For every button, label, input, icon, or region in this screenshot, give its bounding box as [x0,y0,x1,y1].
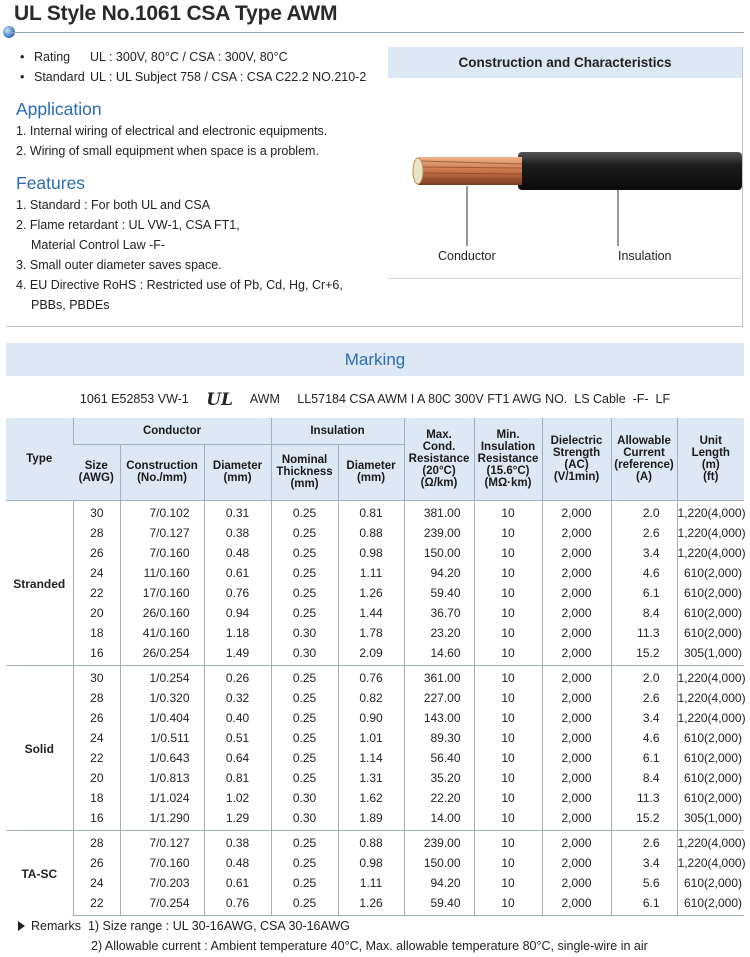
table-cell: 11.3 [611,788,677,808]
list-item: Material Control Law -F- [31,238,166,252]
marking-heading: Marking [6,343,744,376]
triangle-bullet-icon [18,921,25,931]
table-cell: 0.30 [271,788,338,808]
table-cell: 150.00 [404,543,474,563]
table-cell: 11.3 [611,623,677,643]
ul-logo-icon: UL [206,390,234,410]
col-thickness: Nominal Thickness (mm) [271,444,338,500]
table-cell: 56.40 [404,748,474,768]
table-row [6,643,744,666]
table-cell: 2,000 [542,500,611,523]
table-cell: 2,000 [542,768,611,788]
construction-heading: Construction and Characteristics [388,47,742,78]
table-cell: 1.02 [204,788,271,808]
table-row [6,708,744,728]
table-cell: 3.4 [611,543,677,563]
table-cell: 8.4 [611,603,677,623]
table-cell: 1,220(4,000) [677,543,744,563]
table-cell: 0.64 [204,748,271,768]
table-cell: 0.26 [204,665,271,688]
table-cell: 227.00 [404,688,474,708]
table-cell: 14.60 [404,643,474,666]
table-cell: 610(2,000) [677,748,744,768]
table-cell: 18 [73,788,120,808]
table-row [6,853,744,873]
table-cell: 0.32 [204,688,271,708]
table-cell: 0.88 [338,830,404,853]
remark-item: 2) Allowable current : Ambient temperature 40°C, Max. allowable temperature 80°C, single-wire in air [91,939,648,953]
marking-right: AWM LL57184 CSA AWM I A 80C 300V FT1 AWG NO. LS Cable -F- LF [249,392,671,406]
col-length: Unit Length (m) (ft) [677,418,744,500]
table-cell: 1.14 [338,748,404,768]
table-cell: 10 [474,543,542,563]
bullet-icon: • [20,50,25,64]
table-cell: 11/0.160 [120,563,204,583]
table-cell: 2,000 [542,563,611,583]
table-cell: 1.62 [338,788,404,808]
table-cell: 1.01 [338,728,404,748]
table-cell: 0.88 [338,523,404,543]
table-cell: 1.26 [338,583,404,603]
list-item: PBBs, PBDEs [31,298,110,312]
spec-standard [20,67,366,87]
table-cell: 610(2,000) [677,893,744,916]
table-cell: 2,000 [542,543,611,563]
table-cell: 22 [73,893,120,916]
table-cell: 1,220(4,000) [677,500,744,523]
col-diameter: Diameter (mm) [204,444,271,500]
table-row [6,830,744,853]
table-cell: 0.30 [271,643,338,666]
table-cell: 1.29 [204,808,271,831]
table-cell: 15.2 [611,808,677,831]
col-min-resistance: Min. Insulation Resistance (15.6°C) (MΩ·km) [474,418,542,500]
table-cell: 7/0.203 [120,873,204,893]
table-cell: 6.1 [611,893,677,916]
table-cell: 0.61 [204,563,271,583]
table-cell: 610(2,000) [677,873,744,893]
table-cell: 0.90 [338,708,404,728]
group-ta-sc [6,830,744,915]
table-cell: 26 [73,708,120,728]
table-row [6,873,744,893]
table-cell: 4.6 [611,728,677,748]
col-type: Type [6,418,73,500]
table-cell: 0.31 [204,500,271,523]
col-construction: Construction (No./mm) [120,444,204,500]
table-cell: 10 [474,808,542,831]
table-row [6,543,744,563]
table-cell: 0.25 [271,603,338,623]
table-cell: 2.0 [611,665,677,688]
table-cell: 610(2,000) [677,563,744,583]
table-cell: 610(2,000) [677,623,744,643]
table-cell: 10 [474,708,542,728]
panel-frame-right [742,47,743,327]
table-cell: 1/0.643 [120,748,204,768]
marking-left: 1061 E52853 VW-1 [79,392,189,406]
table-cell: 0.25 [271,543,338,563]
table-cell: 239.00 [404,830,474,853]
table-row [6,583,744,603]
table-cell: 0.76 [204,893,271,916]
table-cell: 10 [474,768,542,788]
table-cell: 28 [73,523,120,543]
table-cell: 20 [73,603,120,623]
col-insulation: Insulation [271,418,404,444]
cable-illustration [388,78,742,279]
panel-frame-bottom [6,326,743,327]
col-size: Size (AWG) [73,444,120,500]
table-cell: 0.82 [338,688,404,708]
table-row [6,523,744,543]
table-row [6,893,744,916]
table-cell: 0.25 [271,768,338,788]
type-cell: Solid [6,665,73,830]
list-item: 2. Wiring of small equipment when space is a problem. [16,144,319,158]
table-cell: 143.00 [404,708,474,728]
table-cell: 16 [73,643,120,666]
table-cell: 0.81 [204,768,271,788]
table-row [6,500,744,523]
table-cell: 1.78 [338,623,404,643]
table-cell: 94.20 [404,873,474,893]
table-cell: 610(2,000) [677,768,744,788]
spec-list [20,47,366,87]
table-cell: 10 [474,873,542,893]
table-cell: 6.1 [611,748,677,768]
table-cell: 26/0.254 [120,643,204,666]
table-cell: 10 [474,788,542,808]
table-row [6,768,744,788]
table-cell: 2,000 [542,788,611,808]
application-heading: Application [16,99,102,119]
col-current: Allowable Current (reference) (A) [611,418,677,500]
table-cell: 2,000 [542,583,611,603]
table-cell: 1.89 [338,808,404,831]
table-cell: 0.25 [271,873,338,893]
table-cell: 361.00 [404,665,474,688]
table-cell: 0.25 [271,748,338,768]
table-cell: 0.48 [204,543,271,563]
features-list [16,195,343,315]
construction-panel [388,47,742,278]
table-cell: 2,000 [542,853,611,873]
table-cell: 0.25 [271,728,338,748]
table-cell: 1/1.024 [120,788,204,808]
table-row [6,603,744,623]
table-cell: 305(1,000) [677,643,744,666]
table-cell: 610(2,000) [677,583,744,603]
remarks [18,916,648,956]
table-cell: 2,000 [542,708,611,728]
table-cell: 22 [73,748,120,768]
table-cell: 1.49 [204,643,271,666]
table-cell: 2,000 [542,830,611,853]
table-cell: 22.20 [404,788,474,808]
table-row [6,688,744,708]
table-cell: 0.25 [271,893,338,916]
table-cell: 1.11 [338,563,404,583]
bullet-icon: • [20,70,25,84]
table-cell: 24 [73,873,120,893]
table-cell: 0.25 [271,853,338,873]
col-ins-diameter: Diameter (mm) [338,444,404,500]
insulation-label: Insulation [618,249,672,263]
table-cell: 8.4 [611,768,677,788]
table-cell: 2.6 [611,523,677,543]
table-cell: 10 [474,853,542,873]
table-cell: 2.09 [338,643,404,666]
table-cell: 381.00 [404,500,474,523]
strand-ends [413,158,423,184]
table-cell: 0.38 [204,523,271,543]
table-cell: 0.81 [338,500,404,523]
col-conductor: Conductor [73,418,271,444]
table-cell: 10 [474,583,542,603]
features-heading: Features [16,173,86,193]
table-cell: 2,000 [542,623,611,643]
table-cell: 16 [73,808,120,831]
conductor-label: Conductor [438,249,496,263]
table-cell: 1.11 [338,873,404,893]
table-row [6,665,744,688]
table-cell: 305(1,000) [677,808,744,831]
table-cell: 7/0.102 [120,500,204,523]
table-cell: 0.30 [271,808,338,831]
table-cell: 3.4 [611,708,677,728]
table-cell: 0.25 [271,688,338,708]
table-cell: 239.00 [404,523,474,543]
type-cell: TA-SC [6,830,73,915]
table-cell: 26 [73,853,120,873]
marking-text [0,390,750,410]
table-cell: 10 [474,563,542,583]
table-cell: 2,000 [542,523,611,543]
spec-value: UL : UL Subject 758 / CSA : CSA C22.2 NO.210-2 [90,70,367,84]
table-cell: 10 [474,603,542,623]
table-cell: 4.6 [611,563,677,583]
table-cell: 1.18 [204,623,271,643]
table-row [6,623,744,643]
table-cell: 0.25 [271,563,338,583]
table-cell: 17/0.160 [120,583,204,603]
table-cell: 10 [474,665,542,688]
table-cell: 59.40 [404,893,474,916]
title-divider [10,32,744,33]
table-cell: 1/0.813 [120,768,204,788]
page-title: UL Style No.1061 CSA Type AWM [14,2,338,25]
spec-label: Rating [34,50,71,64]
table-cell: 0.76 [204,583,271,603]
table-cell: 15.2 [611,643,677,666]
table-cell: 10 [474,728,542,748]
table-cell: 30 [73,500,120,523]
table-cell: 7/0.160 [120,543,204,563]
table-cell: 2.6 [611,830,677,853]
table-cell: 1.26 [338,893,404,916]
table-cell: 14.00 [404,808,474,831]
table-cell: 1/1.290 [120,808,204,831]
table-cell: 7/0.127 [120,523,204,543]
table-cell: 24 [73,563,120,583]
table-cell: 6.1 [611,583,677,603]
table-cell: 1.44 [338,603,404,623]
table-cell: 2,000 [542,873,611,893]
table-cell: 1,220(4,000) [677,830,744,853]
table-cell: 2,000 [542,808,611,831]
table-cell: 7/0.160 [120,853,204,873]
table-cell: 22 [73,583,120,603]
application-list [16,121,327,161]
table-cell: 0.51 [204,728,271,748]
list-item: 3. Small outer diameter saves space. [16,258,222,272]
table-cell: 0.98 [338,853,404,873]
list-item: 1. Standard : For both UL and CSA [16,198,211,212]
group-solid [6,665,744,830]
table-cell: 0.30 [271,623,338,643]
table-cell: 0.25 [271,708,338,728]
cable-image [388,78,742,278]
table-cell: 41/0.160 [120,623,204,643]
group-stranded [6,500,744,665]
table-row [6,563,744,583]
table-cell: 1/0.404 [120,708,204,728]
table-cell: 0.40 [204,708,271,728]
table-row [6,748,744,768]
col-dielectric: Dielectric Strength (AC) (V/1min) [542,418,611,500]
table-cell: 0.48 [204,853,271,873]
table-cell: 2,000 [542,603,611,623]
table-row [6,728,744,748]
table-cell: 2.6 [611,688,677,708]
table-cell: 10 [474,893,542,916]
table-cell: 2,000 [542,893,611,916]
table-cell: 1,220(4,000) [677,853,744,873]
insulation-sheath [518,152,742,190]
table-cell: 10 [474,643,542,666]
remark-line-2 [18,936,648,956]
table-cell: 0.98 [338,543,404,563]
table-cell: 1,220(4,000) [677,708,744,728]
table-cell: 30 [73,665,120,688]
table-cell: 1/0.320 [120,688,204,708]
table-cell: 2,000 [542,688,611,708]
table-cell: 10 [474,523,542,543]
spec-table [6,418,744,916]
table-cell: 0.25 [271,830,338,853]
list-item: 4. EU Directive RoHS : Restricted use of Pb, Cd, Hg, Cr+6, [16,278,343,292]
remark-item: 1) Size range : UL 30-16AWG, CSA 30-16AWG [87,919,350,933]
table-cell: 59.40 [404,583,474,603]
table-cell: 0.25 [271,500,338,523]
table-cell: 18 [73,623,120,643]
table-cell: 26/0.160 [120,603,204,623]
remarks-label: Remarks [31,919,82,933]
table-cell: 1,220(4,000) [677,688,744,708]
table-row [6,808,744,831]
table-cell: 3.4 [611,853,677,873]
table-cell: 0.25 [271,665,338,688]
table-cell: 610(2,000) [677,728,744,748]
table-cell: 0.25 [271,583,338,603]
table-cell: 2,000 [542,748,611,768]
table-row [6,788,744,808]
table-cell: 7/0.254 [120,893,204,916]
table-cell: 0.25 [271,523,338,543]
table-cell: 89.30 [404,728,474,748]
table-cell: 35.20 [404,768,474,788]
list-item: 2. Flame retardant : UL VW-1, CSA FT1, [16,218,240,232]
table-cell: 24 [73,728,120,748]
table-cell: 0.76 [338,665,404,688]
table-cell: 1,220(4,000) [677,665,744,688]
table-cell: 1/0.254 [120,665,204,688]
table-cell: 1/0.511 [120,728,204,748]
table-cell: 36.70 [404,603,474,623]
table-cell: 2,000 [542,643,611,666]
table-cell: 2.0 [611,500,677,523]
table-cell: 26 [73,543,120,563]
remark-line-1 [18,916,648,936]
table-cell: 5.6 [611,873,677,893]
table-cell: 10 [474,500,542,523]
table-cell: 94.20 [404,563,474,583]
table-cell: 10 [474,623,542,643]
spec-value: UL : 300V, 80°C / CSA : 300V, 80°C [90,50,288,64]
table-cell: 150.00 [404,853,474,873]
table-cell: 2,000 [542,728,611,748]
table-cell: 7/0.127 [120,830,204,853]
spec-rating [20,47,366,67]
table-cell: 1.31 [338,768,404,788]
list-item: 1. Internal wiring of electrical and electronic equipments. [16,124,328,138]
table-cell: 28 [73,688,120,708]
type-cell: Stranded [6,500,73,665]
table-cell: 10 [474,688,542,708]
table-cell: 10 [474,830,542,853]
spec-label: Standard [34,70,85,84]
table-cell: 1,220(4,000) [677,523,744,543]
table-cell: 0.94 [204,603,271,623]
table-cell: 23.20 [404,623,474,643]
table-cell: 0.38 [204,830,271,853]
table-cell: 610(2,000) [677,788,744,808]
col-max-resistance: Max. Cond. Resistance (20°C) (Ω/km) [404,418,474,500]
table-cell: 0.61 [204,873,271,893]
table-cell: 610(2,000) [677,603,744,623]
table-cell: 28 [73,830,120,853]
table-cell: 20 [73,768,120,788]
table-cell: 10 [474,748,542,768]
table-cell: 2,000 [542,665,611,688]
